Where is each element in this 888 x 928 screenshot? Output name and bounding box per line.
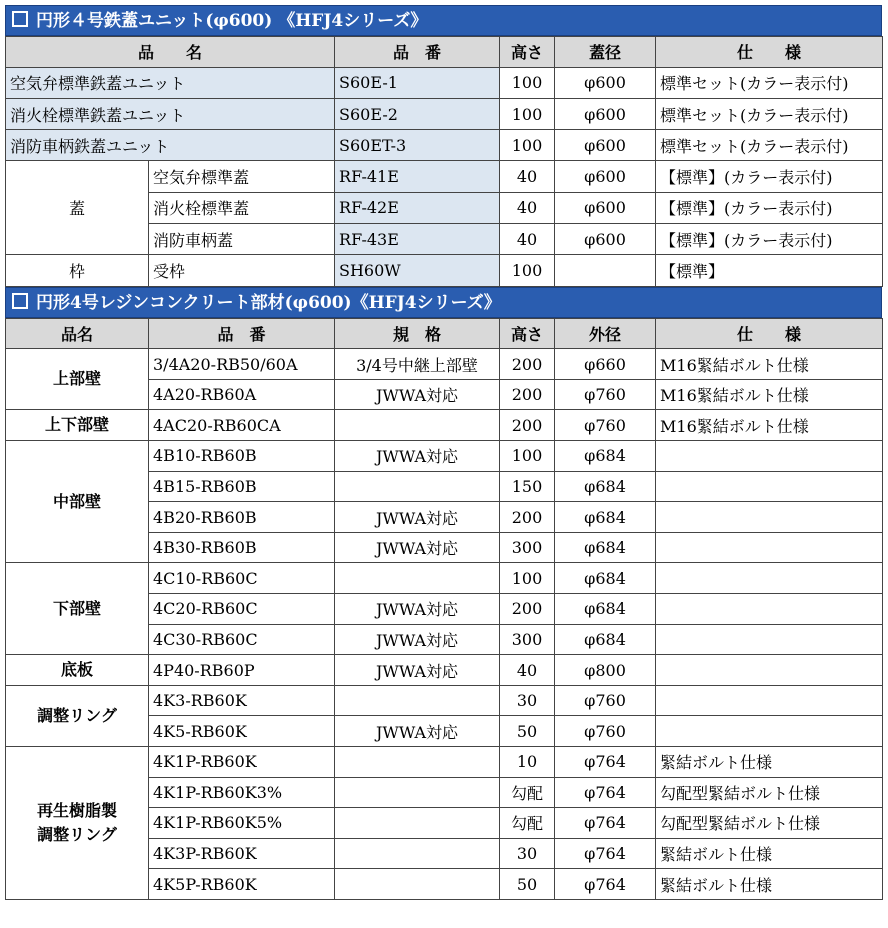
group-label: 調整リング (6, 685, 149, 746)
header-name: 品 名 (6, 37, 335, 68)
outer-diameter: φ684 (555, 563, 656, 594)
height: 100 (500, 130, 555, 161)
part-number: 4B20-RB60B (149, 502, 335, 533)
table-row (6, 746, 883, 777)
section2-title-bar (5, 287, 882, 318)
height: 40 (500, 655, 555, 686)
part-number: 4K1P-RB60K5% (149, 808, 335, 839)
part-number: 4K5P-RB60K (149, 869, 335, 900)
spec-sheet (5, 5, 882, 900)
product-name: 空気弁標準蓋 (149, 161, 335, 192)
standard: JWWA対応 (335, 532, 500, 563)
standard: JWWA対応 (335, 502, 500, 533)
spec: 標準セット(カラー表示付) (656, 98, 883, 129)
spec: 勾配型緊結ボルト仕様 (656, 808, 883, 839)
checkbox-square-icon (12, 293, 28, 309)
standard (335, 746, 500, 777)
resin-parts-table (5, 318, 883, 900)
spec (656, 532, 883, 563)
table-row (6, 563, 883, 594)
header-height: 高さ (500, 318, 555, 349)
group-label: 枠 (6, 255, 149, 286)
spec: M16緊結ボルト仕様 (656, 379, 883, 410)
part-number: 4C20-RB60C (149, 594, 335, 625)
spec: 緊結ボルト仕様 (656, 746, 883, 777)
spec: M16緊結ボルト仕様 (656, 410, 883, 441)
height: 40 (500, 224, 555, 255)
product-name: 消火栓標準蓋 (149, 192, 335, 223)
spec: 標準セット(カラー表示付) (656, 67, 883, 98)
part-number: 4K3-RB60K (149, 685, 335, 716)
diameter: φ600 (555, 67, 656, 98)
height: 200 (500, 349, 555, 380)
header-part: 品 番 (149, 318, 335, 349)
header-spec: 仕 様 (656, 318, 883, 349)
standard (335, 808, 500, 839)
part-number: RF-42E (335, 192, 500, 223)
outer-diameter: φ800 (555, 655, 656, 686)
diameter: φ600 (555, 98, 656, 129)
outer-diameter: φ684 (555, 502, 656, 533)
lid-unit-table (5, 36, 883, 287)
section2-title: 円形4号レジンコンクリート部材(φ600)《HFJ4シリーズ》 (36, 292, 501, 313)
part-number: RF-41E (335, 161, 500, 192)
table-row (6, 441, 883, 472)
part-number: 4B15-RB60B (149, 471, 335, 502)
table-header-row (6, 37, 883, 68)
spec: 【標準】(カラー表示付) (656, 224, 883, 255)
section1-title-bar (5, 5, 882, 36)
spec: 勾配型緊結ボルト仕様 (656, 777, 883, 808)
standard: JWWA対応 (335, 441, 500, 472)
spec: 標準セット(カラー表示付) (656, 130, 883, 161)
standard (335, 685, 500, 716)
header-diameter: 蓋径 (555, 37, 656, 68)
height: 100 (500, 441, 555, 472)
table-row (6, 655, 883, 686)
header-spec: 仕 様 (656, 37, 883, 68)
outer-diameter: φ684 (555, 532, 656, 563)
diameter: φ600 (555, 130, 656, 161)
outer-diameter: φ684 (555, 594, 656, 625)
standard: JWWA対応 (335, 624, 500, 655)
header-outer-diameter: 外径 (555, 318, 656, 349)
header-standard: 規 格 (335, 318, 500, 349)
outer-diameter: φ764 (555, 838, 656, 869)
height: 150 (500, 471, 555, 502)
standard (335, 410, 500, 441)
table-row (6, 130, 883, 161)
group-label: 上部壁 (6, 349, 149, 410)
outer-diameter: φ764 (555, 746, 656, 777)
spec (656, 716, 883, 747)
header-part: 品 番 (335, 37, 500, 68)
height: 200 (500, 594, 555, 625)
part-number: RF-43E (335, 224, 500, 255)
group-label: 底板 (6, 655, 149, 686)
spec: 【標準】(カラー表示付) (656, 192, 883, 223)
height: 300 (500, 624, 555, 655)
product-name: 空気弁標準鉄蓋ユニット (6, 67, 335, 98)
group-label: 蓋 (6, 161, 149, 255)
outer-diameter: φ660 (555, 349, 656, 380)
standard: JWWA対応 (335, 655, 500, 686)
part-number: 4B30-RB60B (149, 532, 335, 563)
part-number: SH60W (335, 255, 500, 286)
table-row (6, 685, 883, 716)
spec: M16緊結ボルト仕様 (656, 349, 883, 380)
part-number: S60ET-3 (335, 130, 500, 161)
standard: 3/4号中継上部壁 (335, 349, 500, 380)
table-header-row (6, 318, 883, 349)
product-name: 消防車柄蓋 (149, 224, 335, 255)
header-height: 高さ (500, 37, 555, 68)
part-number: 4P40-RB60P (149, 655, 335, 686)
outer-diameter: φ760 (555, 685, 656, 716)
spec (656, 502, 883, 533)
spec (656, 685, 883, 716)
spec: 緊結ボルト仕様 (656, 869, 883, 900)
spec (656, 471, 883, 502)
spec (656, 624, 883, 655)
product-name: 消防車柄鉄蓋ユニット (6, 130, 335, 161)
standard (335, 471, 500, 502)
height: 200 (500, 502, 555, 533)
standard (335, 777, 500, 808)
spec (656, 441, 883, 472)
outer-diameter: φ764 (555, 808, 656, 839)
diameter (555, 255, 656, 286)
height: 200 (500, 410, 555, 441)
height: 30 (500, 685, 555, 716)
diameter: φ600 (555, 192, 656, 223)
part-number: 4K1P-RB60K3% (149, 777, 335, 808)
standard (335, 563, 500, 594)
outer-diameter: φ684 (555, 624, 656, 655)
outer-diameter: φ760 (555, 716, 656, 747)
height: 300 (500, 532, 555, 563)
standard: JWWA対応 (335, 594, 500, 625)
part-number: S60E-1 (335, 67, 500, 98)
table-row (6, 67, 883, 98)
height: 100 (500, 563, 555, 594)
spec: 【標準】 (656, 255, 883, 286)
part-number: S60E-2 (335, 98, 500, 129)
standard (335, 838, 500, 869)
height: 200 (500, 379, 555, 410)
outer-diameter: φ764 (555, 777, 656, 808)
height: 100 (500, 255, 555, 286)
checkbox-square-icon (12, 11, 28, 27)
table-row (6, 98, 883, 129)
part-number: 4K5-RB60K (149, 716, 335, 747)
part-number: 4A20-RB60A (149, 379, 335, 410)
part-number: 4C10-RB60C (149, 563, 335, 594)
spec: 緊結ボルト仕様 (656, 838, 883, 869)
table-row (6, 255, 883, 286)
height: 勾配 (500, 808, 555, 839)
outer-diameter: φ760 (555, 379, 656, 410)
height: 50 (500, 869, 555, 900)
height: 40 (500, 192, 555, 223)
group-label: 上下部壁 (6, 410, 149, 441)
group-label: 中部壁 (6, 441, 149, 563)
part-number: 4C30-RB60C (149, 624, 335, 655)
part-number: 4K1P-RB60K (149, 746, 335, 777)
part-number: 4B10-RB60B (149, 441, 335, 472)
product-name: 消火栓標準鉄蓋ユニット (6, 98, 335, 129)
group-label: 再生樹脂製 調整リング (6, 746, 149, 899)
spec (656, 594, 883, 625)
section1-title: 円形４号鉄蓋ユニット(φ600) 《HFJ4シリーズ》 (36, 11, 428, 31)
diameter: φ600 (555, 224, 656, 255)
height: 10 (500, 746, 555, 777)
table-row (6, 349, 883, 380)
standard: JWWA対応 (335, 716, 500, 747)
part-number: 4AC20-RB60CA (149, 410, 335, 441)
height: 100 (500, 67, 555, 98)
height: 40 (500, 161, 555, 192)
part-number: 3/4A20-RB50/60A (149, 349, 335, 380)
height: 50 (500, 716, 555, 747)
product-name: 受枠 (149, 255, 335, 286)
table-row (6, 410, 883, 441)
standard (335, 869, 500, 900)
header-name: 品名 (6, 318, 149, 349)
outer-diameter: φ764 (555, 869, 656, 900)
outer-diameter: φ760 (555, 410, 656, 441)
outer-diameter: φ684 (555, 441, 656, 472)
table-row (6, 161, 883, 192)
group-label: 下部壁 (6, 563, 149, 655)
diameter: φ600 (555, 161, 656, 192)
spec (656, 655, 883, 686)
outer-diameter: φ684 (555, 471, 656, 502)
spec: 【標準】(カラー表示付) (656, 161, 883, 192)
part-number: 4K3P-RB60K (149, 838, 335, 869)
height: 100 (500, 98, 555, 129)
spec (656, 563, 883, 594)
standard: JWWA対応 (335, 379, 500, 410)
height: 勾配 (500, 777, 555, 808)
height: 30 (500, 838, 555, 869)
